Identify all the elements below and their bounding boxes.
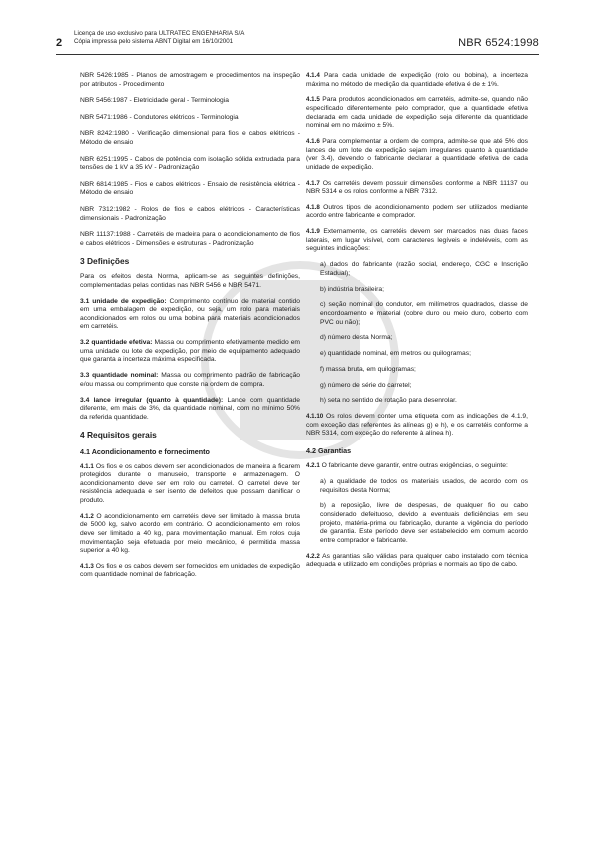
marking-list — [306, 261, 528, 406]
definition-term: 3.2 quantidade efetiva: — [80, 339, 153, 347]
reference-item: NBR 6251:1995 - Cabos de potência com isolação sólida extrudada para tensões de 1 kV a 35 kV - Padronização — [80, 155, 300, 172]
clause-text: Os fios e os cabos devem ser acondicionados de maneira a ficarem protegidos durante o manuseio, transporte e armazenagem. O acondicionamento deve ser em rolo ou carretel. O carretel deve ter resistência adequada e ser isento de defeitos que possam danificar o produto. — [80, 462, 300, 504]
clause-paragraph — [306, 138, 528, 172]
clause-number: 4.1.2 — [80, 512, 94, 520]
clause-text: Os carretéis devem possuir dimensões conforme a NBR 11137 ou NBR 5314 e os rolos conforme a NBR 7312. — [306, 179, 528, 196]
left-column — [80, 72, 300, 587]
clause-paragraph — [306, 180, 528, 197]
license-line: Licença de uso exclusivo para ULTRATEC ENGENHARIA S/A — [74, 30, 245, 37]
reference-item: NBR 6814:1985 - Fios e cabos elétricos - Ensaio de resistência elétrica - Método de ensaio — [80, 180, 300, 197]
clause-text: Para produtos acondicionados em carretéis, admite-se, quando não especificado diferentemente pelo comprador, que a quantidade efetiva declarada em cada unidade de expedição seja diferente da quantidade nominal em no máximo ± 5%. — [306, 96, 528, 130]
page-number: 2 — [56, 37, 63, 49]
license-notice — [74, 30, 244, 47]
clause-number: 4.1.3 — [80, 562, 94, 570]
clause-number: 4.1.8 — [306, 203, 320, 211]
definition-text: Comprimento contínuo de material contido em uma embalagem de expedição, ou seja, um rolo para materiais acondicionados em rolos ou uma bobina para materiais acondicionados em carretéis. — [80, 297, 300, 331]
clause-paragraph — [306, 204, 528, 221]
definition-term: 3.4 lance irregular (quanto à quantidade): — [80, 396, 224, 404]
section-heading: 3 Definições — [80, 256, 130, 267]
clause-number: 4.1.1 — [80, 462, 94, 470]
subsection-heading: 4.1 Acondicionamento e fornecimento — [80, 446, 210, 456]
clause-number: 4.2.2 — [306, 552, 320, 560]
normative-references — [80, 72, 300, 248]
reference-item: NBR 5426:1985 - Planos de amostragem e procedimentos na inspeção por atributos - Procedimento — [80, 72, 300, 88]
clause-text: As garantias são válidas para qualquer cabo instalado com técnica adequada e utilizado em condições próprias e normais ao tipo de cabo. — [306, 552, 528, 569]
list-item: b) indústria brasileira; — [320, 285, 384, 293]
clause-number: 4.1.9 — [306, 228, 320, 236]
subsection-heading: 4.2 Garantias — [306, 446, 352, 456]
list-item: f) massa bruta, em quilogramas; — [320, 365, 416, 373]
definition-term: 3.3 quantidade nominal: — [80, 372, 159, 380]
clause-paragraph — [306, 413, 528, 439]
reference-item: NBR 5471:1986 - Condutores elétricos - Terminologia — [80, 113, 239, 121]
definitions-intro: Para os efeitos desta Norma, aplicam-se as seguintes definições, complementadas pelas contidas nas NBR 5456 e NBR 5471. — [80, 273, 300, 289]
definition-item — [80, 397, 300, 423]
clause-paragraph — [306, 228, 528, 254]
section-heading: 4 Requisitos gerais — [80, 429, 157, 440]
list-item: d) número desta Norma; — [320, 334, 393, 342]
clause-number: 4.2.1 — [306, 462, 320, 470]
list-item: e) quantidade nominal, em metros ou quilogramas; — [320, 350, 471, 358]
clause-text: Externamente, os carretéis devem ser marcados nas duas faces laterais, em lugar visível, com caracteres legíveis e indeléveis, com as seguintes indicações: — [306, 228, 528, 253]
definition-item — [80, 298, 300, 332]
definition-term: 3.1 unidade de expedição: — [80, 297, 167, 305]
clause-paragraph — [80, 563, 300, 580]
clause-number: 4.1.7 — [306, 179, 320, 187]
clause-number: 4.1.10 — [306, 413, 324, 421]
clause-paragraph — [306, 72, 528, 89]
definition-text: Massa ou comprimento efetivamente medido em uma unidade ou lote de expedição, por meio de equipamento adequado que garanta a incerteza máxima especificada. — [80, 339, 300, 364]
header-rule — [56, 54, 539, 55]
clause-text: O acondicionamento em carretéis deve ser limitado à massa bruta de 5000 kg, salvo acordo em contrário. O acondicionamento em rolos deve ser limitado a 40 kg, para movimentação manual. Em rolos cuja movimentação seja efetuada por meio mecânico, é permitida massa superior a 40 kg. — [80, 512, 300, 555]
clause-text: Para cada unidade de expedição (rolo ou bobina), a incerteza máxima no método de medição da quantidade efetiva é de ± 1%. — [306, 72, 528, 88]
clause-paragraph — [80, 513, 300, 556]
clause-number: 4.1.5 — [306, 96, 320, 104]
clause-text: Outros tipos de acondicionamento podem ser utilizados mediante acordo entre fabricante e comprador. — [306, 203, 528, 220]
list-item: a) a qualidade de todos os materiais usados, de acordo com os requisitos desta Norma; — [320, 478, 528, 494]
clause-text: Os rolos devem conter uma etiqueta com as indicações de 4.1.9, com exceção das referentes às alíneas g) e h), e os carretéis conforme a NBR 5314, com exceção do referente à alínea h). — [306, 413, 528, 438]
clause-text: Os fios e os cabos devem ser fornecidos em unidades de expedição com quantidade nominal de fabricação. — [80, 562, 300, 579]
clause-number: 4.1.6 — [306, 137, 320, 145]
definition-text: Lance com quantidade diferente, em mais de 3%, da quantidade nominal, com no mínimo 50% da referida quantidade. — [80, 396, 300, 421]
clause-text: Para complementar a ordem de compra, admite-se que até 5% dos lances de um lote de expedição sejam irregulares quanto à quantidade (ver 3.4), devendo o fabricante declarar a quantidade efetiva de cada unidade de expedição. — [306, 137, 528, 171]
clause-number: 4.1.4 — [306, 72, 320, 79]
reference-item: NBR 11137:1988 - Carretéis de madeira para o acondicionamento de fios e cabos elétricos - Dimensões e estruturas - Padronização — [80, 231, 300, 247]
clause-paragraph — [306, 553, 528, 570]
definition-item — [80, 339, 300, 365]
definition-item — [80, 372, 300, 389]
list-item: g) número de série do carretel; — [320, 381, 412, 389]
clause-paragraph — [306, 462, 528, 471]
clause-paragraph — [80, 463, 300, 506]
list-item: h) seta no sentido de rotação para desenrolar. — [320, 397, 457, 405]
standard-id: NBR 6524:1998 — [458, 37, 539, 49]
reference-item: NBR 8242:1980 - Verificação dimensional para fios e cabos elétricos - Método de ensaio — [80, 130, 300, 146]
guarantee-list — [306, 478, 528, 545]
clause-text: O fabricante deve garantir, entre outras exigências, o seguinte: — [319, 462, 508, 470]
list-item: b) a reposição, livre de despesas, de qualquer fio ou cabo considerado defeituoso, devido a eventuais deficiências em seu projeto, matéria-prima ou fabricação, durante a vigência do período de garantia. Este período deve ser estabelecido em comum acordo entre comprador e fabricante. — [320, 502, 528, 544]
print-line: Cópia impressa pelo sistema ABNT Digital em 16/10/2001 — [74, 38, 234, 46]
list-item: a) dados do fabricante (razão social, endereço, CGC e Inscrição Estadual); — [320, 261, 528, 277]
right-column — [306, 72, 528, 577]
definition-text: Massa ou comprimento padrão de fabricação e/ou massa ou comprimento que conste na ordem de compra. — [80, 372, 301, 388]
reference-item: NBR 5456:1987 - Eletricidade geral - Terminologia — [80, 97, 229, 105]
clause-paragraph — [306, 96, 528, 130]
list-item: c) seção nominal do condutor, em milímetros quadrados, classe de encordoamento e material (cobre duro ou meio duro, coberto com PVC ou não); — [320, 301, 528, 326]
reference-item: NBR 7312:1982 - Rolos de fios e cabos elétricos - Características dimensionais - Padronização — [80, 205, 300, 222]
